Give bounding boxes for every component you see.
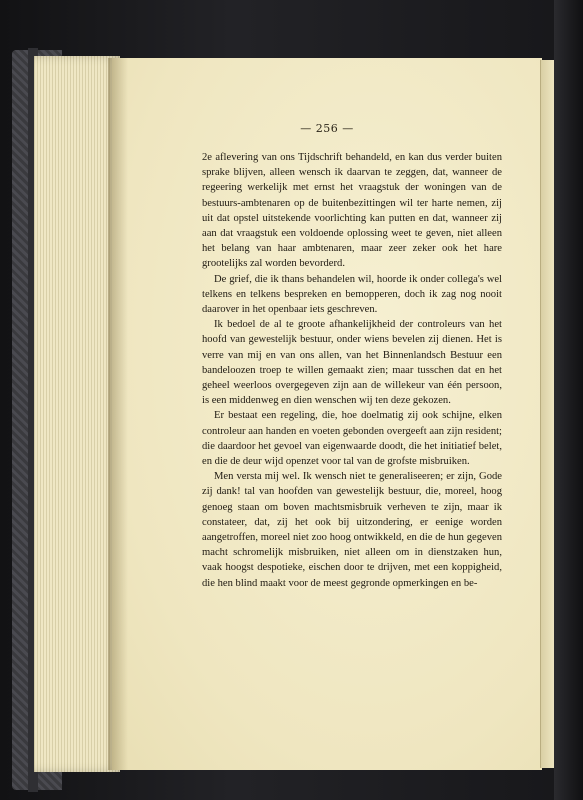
- paragraph-5: Men versta mij wel. Ik wensch niet te generaliseeren; er zijn, Gode zij dank! tal van hoofden van gewestelijk bestuur, die, moreel, hoog genoeg staan om boven machtsmisbruik verheven te zijn, maar ik constateer, dat, zij het ook bij uitzondering, er eenige worden aangetroffen, moreel niet zoo hoog ontwikkeld, en die de hun gegeven macht schromelijk misbruiken, niet alleen om in dienstzaken hun, vaak hoogst despotieke, eischen door te drijven, met een koppigheid, die hen blind maakt voor de meest gegronde opmerkingen en be-: [202, 471, 502, 589]
- right-page-edge: [540, 60, 555, 768]
- page-gutter-shadow: [108, 58, 128, 770]
- paragraph-2: De grief, die ik thans behandelen wil, hoorde ik onder collega's wel telkens en telkens bespreken en bemopperen, doch ik zag nog nooit daarover in het openbaar iets geschreven.: [202, 273, 502, 316]
- page-number: — 256 —: [300, 122, 354, 135]
- paragraph-3: Ik bedoel de al te groote afhankelijkheid der controleurs van het hoofd van gewestelijk bestuur, onder wiens bevelen zij dienen. Het is verre van mij en van ons allen, van het Binnenlandsch Bestuur een bandeloozen troep te willen gemaakt zien; maar tusschen dat en het geheel weerloos overgegeven zijn aan de willekeur van één persoon, is een middenweg en dien wenschen wij ten deze gekozen.: [202, 319, 502, 407]
- paragraph-1: 2e aflevering van ons Tijdschrift behandeld, en kan dus verder buiten sprake blijven, alleen wensch ik daarvan te zeggen, dat, wanneer de regeering werkelijk met ernst het vraagstuk der woningen van de bestuurs-ambtenaren op de buitenbezittingen wil ter harte nemen, zij uit dat opstel uitstekende voorlichting kan putten en dat, wanneer zij aan dat vraagstuk een voldoende oplossing weet te geven, niet alleen het belang van haar ambtenaren, maar zeer zeker ook het hare grootelijks zal worden bevorderd.: [202, 152, 502, 270]
- right-background: [554, 0, 583, 800]
- paragraph-4: Er bestaat een regeling, die, hoe doelmatig zij ook schijne, elken controleur aan handen en voeten gebonden overgeeft aan zijn resident; die daardoor het gevoel van eigenwaarde doodt, die het initiatief belet, en die de deur wijd openzet voor tal van de grofste misbruiken.: [202, 410, 502, 468]
- body-text: [202, 150, 502, 591]
